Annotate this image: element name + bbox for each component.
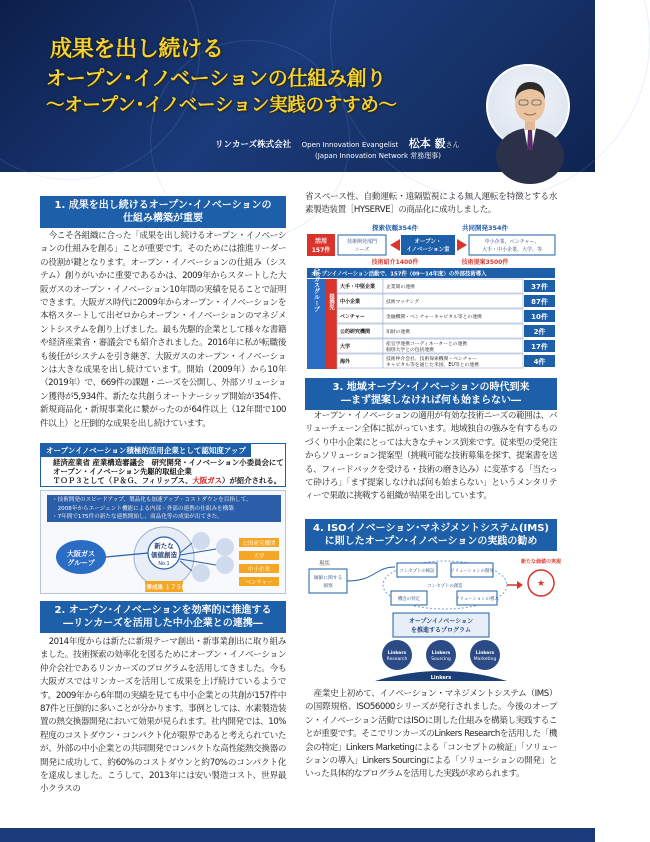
star-icon: ★	[536, 579, 546, 589]
right-box-line-2: 大手・中小企業、大学、等	[481, 247, 543, 253]
section-1-body: 今こそ各組織に合った「成果を出し続けるオープン・イノベーションの仕組みを創る」ことが重要です。そのためには推進リーダーの役割が鍵となります。オープン・イノベーションの仕組み（システム）創りがいかに重要であるかは、2009年からスタートした大阪ガスのオープン・イノベーション10年間の実績を見ることで証明できます。大阪ガス時代に2009年からオープン・イノベーションを本格スタートして出ゼロからオープン・イノベーションのマネジメントシステムを創り上げました。最も先駆的企業として様々な書籍や経済産業省・審議会でも紹介されました。2016年に私が転職後も後任がシステムを引き継ぎ、大阪ガスのオープン・イノベーションは大きな成果を出し続けています。開始（2009年）から10年（2019年）で、669件の課題・ニーズを公開し、外部ソリューション獲得が5,934件、新たな共創うオートナーシップ開始が354件、新規商品化・新規事業化に繋がったのが64件以上（12年間で100件以上）と圧倒的な成果を出し続けています。	[40, 231, 286, 429]
partner-label-3: 中小企業	[247, 567, 271, 573]
ims-program-diagram	[305, 555, 562, 685]
chart-rows	[337, 279, 555, 368]
loop-item-1: コンセプトの検証	[399, 569, 435, 574]
loop-item-4: 機会の特定	[398, 597, 420, 602]
center-box-line-1: オープン・	[414, 239, 442, 245]
collaboration-chart-svg	[305, 222, 557, 370]
chart-row-description: 技術マッチング	[386, 300, 420, 305]
award-line-3	[53, 475, 281, 486]
banner-line-1: ・技術開発のスピードアップ、製品化も加速アップ・コストダウンを目指して、	[52, 497, 252, 503]
loop-item-5: コンセプトの創造	[427, 584, 463, 589]
author-company: リンカーズ株式会社	[215, 140, 292, 150]
linkers-research-button: Linkers	[387, 651, 407, 656]
chart-side-label-2: 提携先	[328, 293, 334, 311]
linkers-sourcing-button: Linkers	[431, 651, 451, 656]
new-value-label: 新たな価値の実現	[520, 559, 562, 565]
award-line-1: 経済産業省 産業構造審議会 研究開発・イノベーション小委員会にて	[53, 458, 284, 467]
author-affiliation: (Japan Innovation Network 常務理事)	[315, 152, 441, 160]
linkers-research-sub: Research	[386, 657, 408, 662]
author-name: 松本 毅	[408, 137, 446, 150]
section-4-body: 産業史上初めて、イノベーション・マネジメントシステム（IMS）の国際規格、ISO56000シリーズが発行されました。今後のオープン・イノベーション活動ではISOに則した仕組みを構築し実践することが重要です。そこでリンカーズのLinkers Researchを活用した「機会の特定」Linkers Marketingによる「コンセプトの検証」「ソリューションの導入」Linkers Sourcingによる「ソリューションの開発」といった具体的なプログラムを活用した実践が求められます。	[305, 689, 557, 780]
result-label: 主要成果 １７５件	[141, 585, 187, 591]
award-line-2: オープン・イノベーション先駆的取組企業	[53, 467, 192, 476]
chart-row-category: 大学	[340, 344, 351, 350]
osaka-gas-diagram	[40, 490, 286, 594]
needs-box-line-1: 技術開発部門	[346, 239, 378, 245]
section-3-body: オープン・イノベーションの適用が有効な技術ニーズの範囲は、バリューチェーン全体に拡がっています。地域独自の強みを有するものづくり中小企業にとっては大きなチャンス到来です。従来型の受発注からソリューション提案型（挑戦可能な技術募集を探す、提案書を送る、フィードバックを受ける・技術の磨き込み）に変革する「当たって砕けろ」「まず提案しなければ何も始まらない」というメンタリティーで果敢に挑戦する組織が結果を出しています。	[305, 411, 557, 502]
chart-row-description: キャピタル等を通じた米国、EU等との連携	[386, 363, 479, 368]
award-line-3-post: ）が紹介される。	[222, 476, 282, 485]
chart-badge-line-1: 活用	[314, 238, 328, 245]
footer-bar	[0, 828, 595, 842]
section-2-heading-line-1: 2. オープン･イノベーションを効率的に推進する	[54, 605, 272, 616]
chart-row-description: 企業間の連携	[386, 285, 415, 290]
section-4-heading-line-1: 4. ISOイノベーション･マネジメントシステム(IMS)	[313, 523, 549, 534]
section-2-body-continued: 省スペース性、自動運転・遠隔監視による無人運転を特徴とする水素製造装置［HYSERVE］の商品化に成功しました。	[305, 192, 557, 216]
author-photo	[486, 64, 570, 148]
title-line-2: オープン･イノベーションの仕組み創り	[46, 66, 386, 90]
award-box	[40, 443, 286, 487]
section-3-heading-line-2: ―まず提案しなければ何も始まらない―	[341, 395, 521, 406]
chart-row-description: 産官学連携コーディネーターとの連携	[386, 342, 468, 347]
award-tag: オープンイノベーション積極的活用企業として認知度アップ	[41, 444, 251, 457]
center-box-line-2: イノベーション室	[406, 247, 450, 253]
chart-row-count: 10件	[531, 313, 548, 321]
chart-row-category: ベンチャー	[340, 314, 365, 320]
start-label: 現状	[319, 561, 331, 567]
banner-line-2: 2008年からエージェント機能による内部・外部の連携の仕組みを構築	[52, 505, 234, 512]
chart-row-description: 技術仲介会社、技術探索機関・ベンチャー	[386, 357, 477, 362]
section-1-heading-line-2: 仕組み構築が重要	[123, 213, 203, 224]
center-node-mid: 価値創造	[151, 551, 177, 559]
chart-table-header: オープンイノベーション活動で、157件（09〜14年度）の外部技術導入	[311, 271, 487, 278]
ims-program-svg	[305, 555, 562, 685]
header-banner	[0, 0, 595, 172]
section-2-heading-line-2: ―リンカーズを活用した中小企業との連携―	[63, 618, 263, 629]
partner-label-2: 大学	[253, 554, 265, 560]
linkers-logo: Linkers	[430, 675, 452, 681]
author-honorific: さん	[445, 141, 460, 149]
author-row	[215, 138, 495, 151]
chart-row-category: 中小企業	[340, 299, 361, 305]
author-block	[215, 138, 495, 162]
chart-top-right: 共同開発354件	[461, 224, 509, 232]
right-box-line-1: 中小企業、ベンチャー、	[484, 239, 540, 245]
linkers-marketing-button: Linkers	[475, 651, 495, 656]
chart-row-count: 17件	[531, 343, 548, 351]
linkers-marketing-sub: Marketing	[473, 657, 497, 662]
chart-row-description: 金融機関・ベンチャーキャピタル等との連携	[386, 315, 482, 320]
loop-item-3: ソリューションの導入	[455, 597, 499, 602]
chart-row-category: 公的研究機関	[340, 329, 371, 335]
left-node-label: 大阪ガスグループ	[67, 550, 95, 567]
section-1-heading	[40, 196, 286, 228]
section-3-heading-line-1: 3. 地域オープン･イノベーションの時代到来	[332, 382, 530, 393]
section-3-heading	[305, 378, 557, 410]
section-2-heading	[40, 601, 286, 633]
chart-row-count: 4件	[533, 358, 546, 366]
chart-row-count: 87件	[531, 298, 548, 306]
chart-row-description: 知財の連携	[386, 330, 410, 335]
chart-row-category: 海外	[340, 359, 351, 365]
chart-row-category: 大手・中堅企業	[340, 284, 376, 290]
partner-label-4: ベンチャー	[245, 580, 273, 586]
chart-row-description: 個別大学との包括連携	[386, 348, 434, 353]
section-4-heading-line-2: に則したオープン･イノベーションの実践の勧め	[324, 536, 538, 547]
chart-badge-line-2: 157件	[311, 247, 331, 254]
linkers-sourcing-sub: Sourcing	[431, 657, 451, 662]
section-2-body: 2014年度からは新たに新規テーマ創出・新事業創出に取り組みました。技術探索の効率化を図るためにオープン・イノベーション仲介会社であるリンカーズのプログラムを活用してきました。今も大阪ガスではリンカーズを活用して成果を上げ続けているようです。2009年から6年間の実績を見ても中小企業との共創が157件中87件と圧倒的に多いことが分かります。事例としては、水素製造装置の熱交換器開発において効果が見られます。社内開発では、10%程度のコストダウン・コンパクト化が限界であると考えられていたが、外部の中小企業との共同開発でコンパクトな高性能熱交換器の開発に成功して、約60%のコストダウンと約70%のコンパクト化を達成しました。こうして、2013年には安い製造コスト、世界最小クラスの	[40, 637, 286, 795]
chart-top-left: 探索依頼354件	[371, 224, 419, 232]
award-line-3-highlight: 大阪ガス	[192, 476, 223, 485]
award-line-3-pre: ＴＯＰ３として（Ｐ＆Ｇ、フィリップス、	[53, 476, 193, 485]
section-1-heading-line-1: 1. 成果を出し続けるオープン･イノベーションの	[54, 200, 272, 211]
title-line-1: 成果を出し続ける	[50, 37, 224, 62]
program-title-line-2: を推進するプログラム	[411, 627, 471, 634]
insight-line-1: 価値に関する	[313, 576, 343, 581]
banner-line-3: ・7年間で175件の新たな連携開始し、商品化等の成果が出てきた。	[52, 514, 223, 520]
author-role: Open Innovation Evangelist	[301, 141, 399, 149]
chart-row-count: 37件	[531, 283, 548, 291]
network-graphic	[41, 491, 287, 595]
center-node-small: No.1	[158, 561, 170, 567]
collaboration-chart	[305, 222, 557, 370]
chart-bottom-right: 技術提案3500件	[461, 259, 509, 266]
partner-label-1: 公的研究機関	[242, 541, 276, 547]
chart-side-label: 大阪ガスグループ	[312, 264, 320, 312]
loop-item-2: ソリューションの開発	[450, 569, 494, 574]
section-4-heading	[305, 519, 557, 551]
insight-line-2: 洞察	[323, 584, 333, 589]
page-title	[46, 36, 486, 120]
chart-bottom-left: 技術紹介1400件	[371, 259, 419, 266]
chart-row-count: 2件	[533, 328, 546, 336]
program-title-line-1: オープンイノベーション	[408, 618, 474, 625]
needs-box-line-2: ニーズ	[354, 247, 370, 253]
center-node-top: 新たな	[154, 542, 174, 550]
person-icon	[488, 66, 572, 150]
title-line-3: 〜オープン･イノベーション実践のすすめ〜	[46, 95, 397, 116]
